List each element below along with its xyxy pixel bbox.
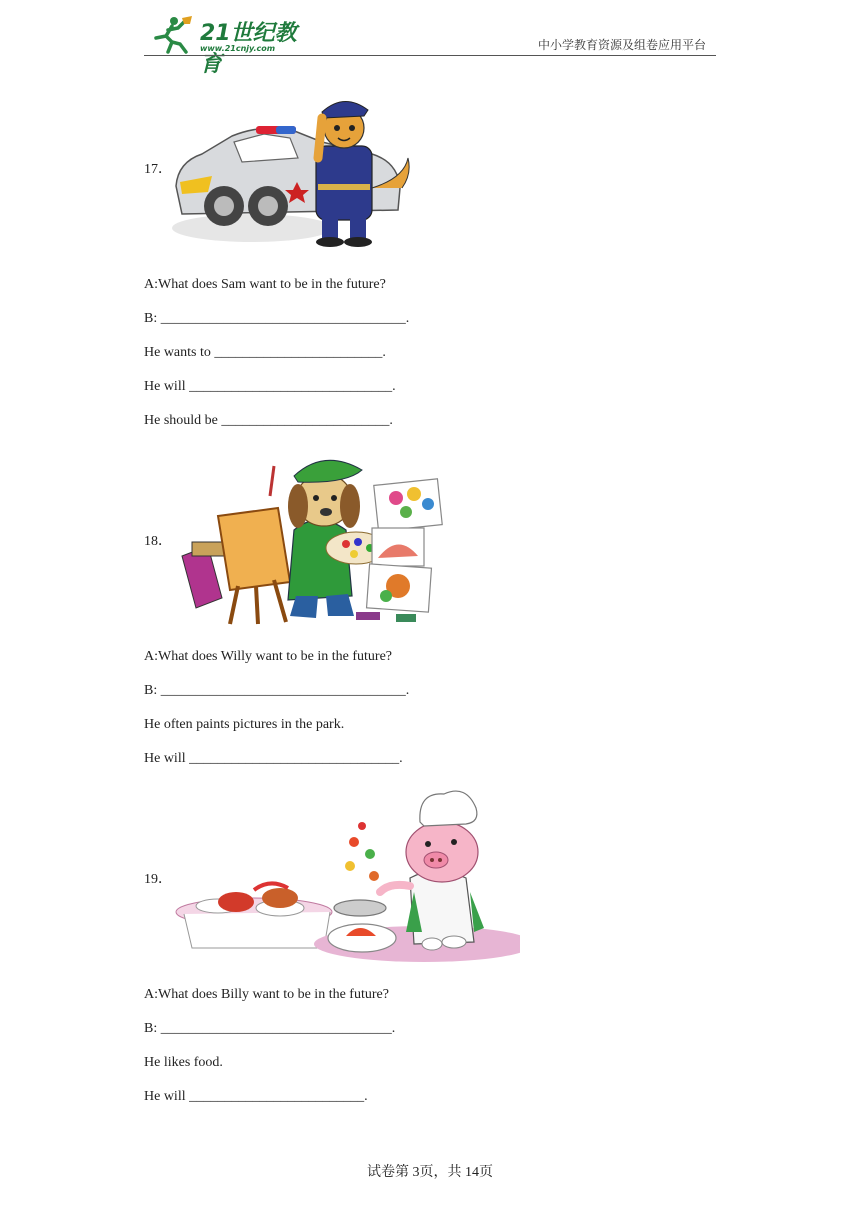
question-17-answer-line: B: ___________________________________.: [144, 311, 410, 326]
question-17-prompt: A:What does Sam want to be in the future?: [144, 277, 386, 292]
question-19-will-line: He will _________________________.: [144, 1089, 368, 1104]
question-18-answer-line: B: ___________________________________.: [144, 683, 410, 698]
question-number-17: 17．: [144, 162, 172, 177]
logo-url: www.21cnjy.com: [200, 44, 276, 53]
painter-dog-icon: [178, 446, 448, 628]
platform-name: 中小学教育资源及组卷应用平台: [537, 38, 706, 52]
page-header: [144, 12, 716, 77]
question-18-will-line: He will ______________________________.: [144, 751, 403, 766]
question-17-should-line: He should be ________________________.: [144, 413, 393, 428]
question-18-statement-line: He often paints pictures in the park.: [144, 717, 345, 732]
site-logo: [148, 14, 318, 77]
question-19-prompt: A:What does Billy want to be in the future?: [144, 987, 389, 1002]
question-17-wants-line: He wants to ________________________.: [144, 345, 386, 360]
question-17-will-line: He will _____________________________.: [144, 379, 396, 394]
header-divider: [144, 55, 716, 56]
question-number-18: 18．: [144, 534, 172, 549]
police-cat-car-icon: [172, 88, 418, 254]
logo-text: 21世纪教育: [200, 21, 297, 77]
question-number-19: 19．: [144, 872, 172, 887]
question-19-statement-line: He likes food.: [144, 1055, 223, 1070]
runner-logo-icon: [148, 14, 198, 54]
page-footer: 试卷第 3页，共 14页: [367, 1165, 493, 1180]
question-18-prompt: A:What does Willy want to be in the future?: [144, 649, 393, 664]
chef-pig-icon: [174, 782, 520, 966]
question-19-answer-line: B: _________________________________.: [144, 1021, 396, 1036]
